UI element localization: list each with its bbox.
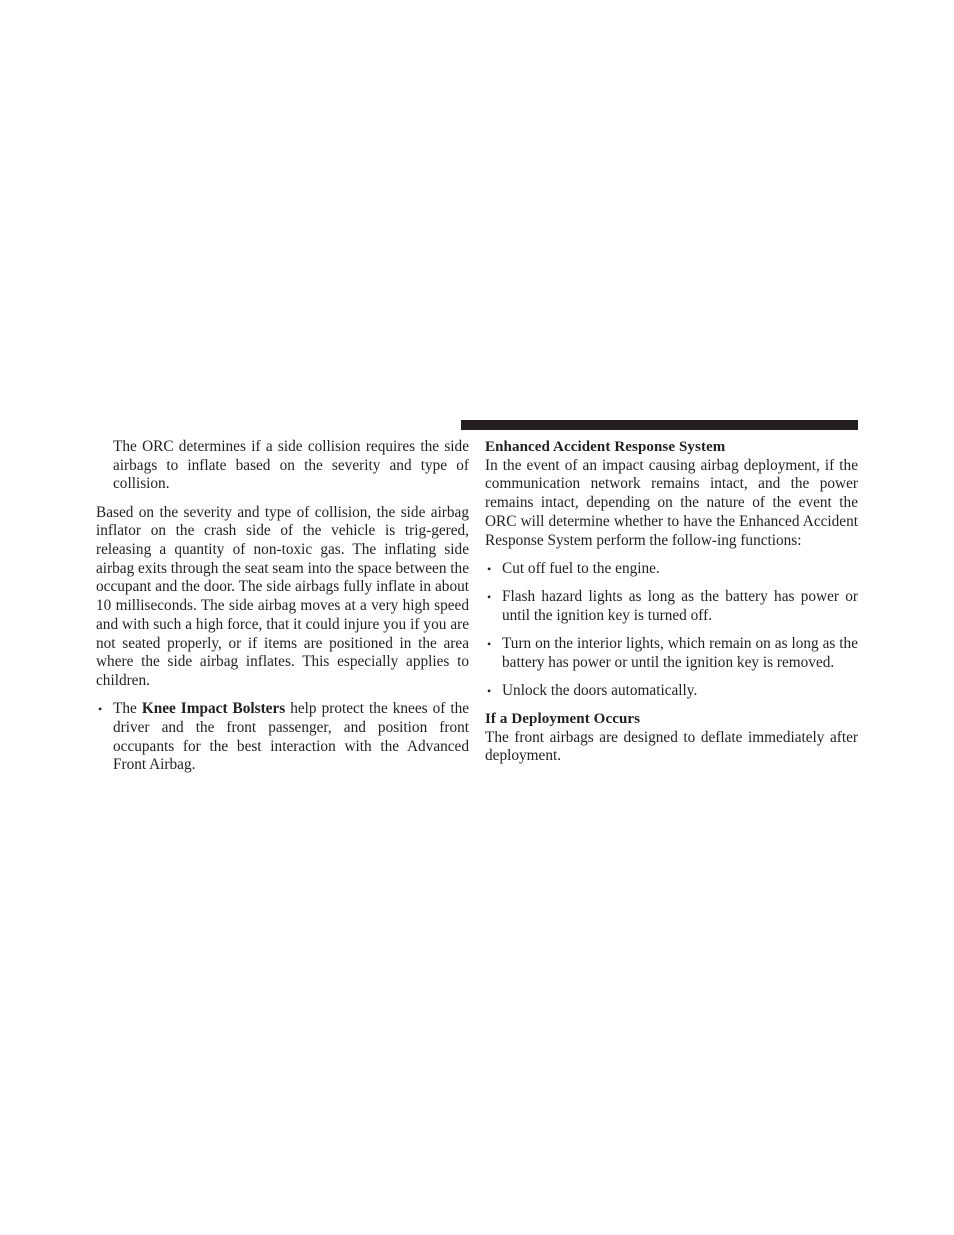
deployment-occurs-paragraph: The front airbags are designed to deflate immediately after deployment. xyxy=(485,728,858,765)
bullet-dot-icon: • xyxy=(98,702,103,717)
deployment-occurs-heading: If a Deployment Occurs xyxy=(485,710,641,727)
list-item-text: Unlock the doors automatically. xyxy=(502,681,698,699)
list-item-text: Flash hazard lights as long as the battery has power or until the ignition key is turned off. xyxy=(502,587,858,624)
bullet-dot-icon: • xyxy=(487,636,492,651)
bullet-body-text: help protect the knees of the driver and the front passenger, and position front occupants for the best interaction with the Advanced Front Airbag. xyxy=(113,700,470,774)
list-item xyxy=(485,635,858,672)
enhanced-accident-response-paragraph: In the event of an impact causing airbag deployment, if the communication network remains intact, and the power remains intact, depending on the nature of the event the ORC will determine whether to have the Enhanced Accident Response System perform the follow-ing functions: xyxy=(485,456,858,549)
orc-side-collision-paragraph: The ORC determines if a side collision requires the side airbags to inflate based on the severity and type of collision. xyxy=(113,438,469,493)
list-item xyxy=(485,682,858,701)
knee-impact-bolsters-term: Knee Impact Bolsters xyxy=(141,700,286,718)
bullet-dot-icon: • xyxy=(487,683,492,698)
bullet-dot-icon: • xyxy=(487,561,492,576)
right-column xyxy=(485,438,858,766)
list-item xyxy=(485,560,858,579)
list-item-text: Cut off fuel to the engine. xyxy=(502,559,660,577)
bullet-prefix-text: The xyxy=(113,700,137,718)
enhanced-accident-response-heading: Enhanced Accident Response System xyxy=(485,439,726,455)
bullet-dot-icon: • xyxy=(487,589,492,604)
left-column xyxy=(96,438,469,775)
knee-bolsters-bullet xyxy=(96,700,469,775)
list-item-text: Turn on the interior lights, which remain on as long as the battery has power or until the ignition key is removed. xyxy=(502,634,858,671)
side-airbag-inflation-paragraph: Based on the severity and type of collision, the side airbag inflator on the crash side of the vehicle is trig-gered, releasing a quantity of non-toxic gas. The inflating side airbag exits through the seat seam into the space between the occupant and the door. The side airbags fully inflate in about 10 milliseconds. The side airbag moves at a very high speed and with such a high force, that it could injure you if you are not seated properly, or if items are positioned in the area where the side airbag inflates. This especially applies to children. xyxy=(96,503,469,689)
section-header-bar xyxy=(461,420,858,430)
list-item xyxy=(485,588,858,625)
